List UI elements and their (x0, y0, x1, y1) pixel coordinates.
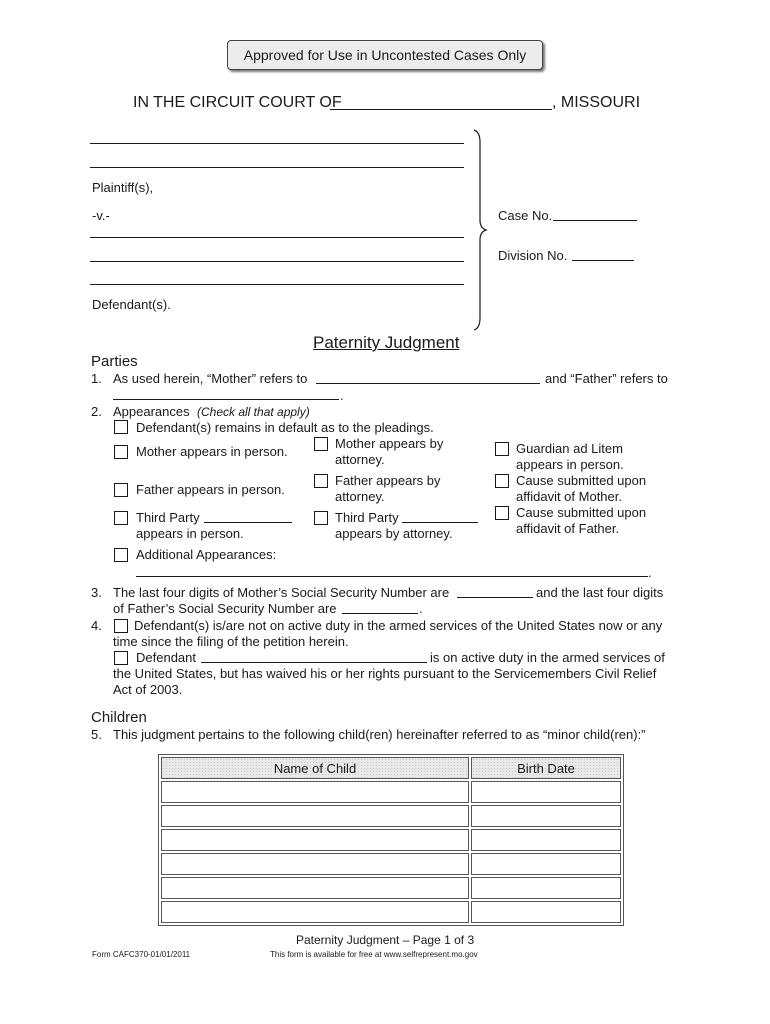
plaintiff-line-1[interactable] (90, 143, 464, 144)
item1-text-a: As used herein, “Mother” refers to (113, 371, 308, 386)
free-form-note: This form is available for free at www.selfrepresent.mo.gov (270, 950, 478, 959)
father-person-checkbox[interactable] (114, 483, 128, 497)
case-no-blank[interactable] (553, 220, 637, 221)
defendant-line-3[interactable] (90, 284, 464, 285)
item3-number: 3. (91, 585, 102, 600)
children-heading: Children (91, 709, 147, 726)
table-row (161, 781, 621, 803)
division-no-blank[interactable] (572, 260, 634, 261)
default-checkbox[interactable] (114, 420, 128, 434)
child-name-cell[interactable] (161, 901, 469, 923)
cause-mother-label-1: Cause submitted upon (516, 473, 647, 488)
division-no-label: Division No. (498, 248, 568, 263)
table-row (161, 853, 621, 875)
item4-alt-b: is on active duty in the armed services of (430, 650, 665, 665)
father-attorney-checkbox[interactable] (314, 474, 328, 488)
guardian-label-2: appears in person. (516, 457, 624, 472)
child-name-cell[interactable] (161, 853, 469, 875)
defendant-line-1[interactable] (90, 237, 464, 238)
birth-date-cell[interactable] (471, 781, 621, 803)
birth-date-cell[interactable] (471, 877, 621, 899)
active-duty-defendant-blank[interactable] (201, 662, 427, 663)
mother-attorney-checkbox[interactable] (314, 437, 328, 451)
mother-attorney-label-2: attorney. (335, 452, 385, 467)
third-party-person-checkbox[interactable] (114, 511, 128, 525)
birth-date-cell[interactable] (471, 853, 621, 875)
third-party-person-label-1: Third Party (136, 510, 200, 525)
defendant-line-2[interactable] (90, 261, 464, 262)
mother-person-checkbox[interactable] (114, 445, 128, 459)
cause-father-checkbox[interactable] (495, 506, 509, 520)
caption-brace (470, 128, 490, 332)
table-row (161, 829, 621, 851)
versus-label: -v.- (92, 208, 110, 223)
table-row (161, 805, 621, 827)
additional-appearances-blank[interactable] (136, 576, 648, 577)
child-name-cell[interactable] (161, 877, 469, 899)
item1-number: 1. (91, 371, 102, 386)
birth-date-cell[interactable] (471, 829, 621, 851)
item3-text-c: of Father’s Social Security Number are (113, 601, 337, 616)
item4-line5: Act of 2003. (113, 682, 183, 697)
plaintiff-label: Plaintiff(s), (92, 180, 154, 195)
item4-number: 4. (91, 618, 102, 633)
mother-name-blank[interactable] (316, 383, 540, 384)
defendant-label: Defendant(s). (92, 297, 171, 312)
child-name-cell[interactable] (161, 805, 469, 827)
cause-mother-checkbox[interactable] (495, 474, 509, 488)
item4-line2: time since the filing of the petition herein. (113, 634, 349, 649)
cause-father-label-1: Cause submitted upon (516, 505, 647, 520)
guardian-label-1: Guardian ad Litem (516, 441, 623, 456)
active-duty-waived-checkbox[interactable] (114, 651, 128, 665)
table-row (161, 877, 621, 899)
third-party-attorney-label-2: appears by attorney. (335, 526, 453, 541)
third-party-person-blank[interactable] (204, 522, 292, 523)
item3-text-a: The last four digits of Mother’s Social Security Number are (113, 585, 450, 600)
item4-alt-a: Defendant (136, 650, 196, 665)
court-prefix: IN THE CIRCUIT COURT OF (133, 94, 342, 111)
father-attorney-label-2: attorney. (335, 489, 385, 504)
col-birth-date: Birth Date (471, 757, 621, 779)
item3-text-b: and the last four digits (536, 585, 664, 600)
third-party-attorney-checkbox[interactable] (314, 511, 328, 525)
additional-appearances-checkbox[interactable] (114, 548, 128, 562)
mother-person-label: Mother appears in person. (136, 444, 288, 459)
cause-mother-label-2: affidavit of Mother. (516, 489, 622, 504)
county-blank[interactable] (330, 109, 552, 110)
item2-number: 2. (91, 404, 102, 419)
child-name-cell[interactable] (161, 781, 469, 803)
child-name-cell[interactable] (161, 829, 469, 851)
cause-father-label-2: affidavit of Father. (516, 521, 620, 536)
birth-date-cell[interactable] (471, 901, 621, 923)
appearances-label: Appearances (113, 404, 190, 419)
case-no-label: Case No. (498, 208, 553, 223)
plaintiff-line-2[interactable] (90, 167, 464, 168)
page-footer: Paternity Judgment – Page 1 of 3 (296, 933, 475, 947)
third-party-attorney-label-1: Third Party (335, 510, 399, 525)
document-title: Paternity Judgment (313, 333, 460, 352)
item4-line4: the United States, but has waived his or her rights pursuant to the Servicemembers Civil Relief (113, 666, 657, 681)
court-suffix: , MISSOURI (552, 94, 641, 111)
not-active-duty-checkbox[interactable] (114, 619, 128, 633)
appearances-note: (Check all that apply) (197, 405, 310, 419)
additional-appearances-end: . (648, 565, 652, 580)
children-table-header (161, 757, 621, 779)
table-row (161, 901, 621, 923)
third-party-person-label-2: appears in person. (136, 526, 244, 541)
item4-line1: Defendant(s) is/are not on active duty in the armed services of the United States now or any (134, 618, 663, 633)
children-table (158, 754, 624, 926)
father-person-label: Father appears in person. (136, 482, 285, 497)
item3-end: . (419, 601, 423, 616)
item5-text: This judgment pertains to the following child(ren) hereinafter referred to as “minor child(ren):” (113, 727, 646, 742)
additional-appearances-label: Additional Appearances: (136, 547, 277, 562)
item5-number: 5. (91, 727, 102, 742)
approval-banner: Approved for Use in Uncontested Cases Only (227, 40, 543, 70)
col-name-of-child: Name of Child (161, 757, 469, 779)
guardian-checkbox[interactable] (495, 442, 509, 456)
father-name-blank[interactable] (113, 399, 339, 400)
form-id: Form CAFC370-01/01/2011 (92, 950, 191, 959)
mother-attorney-label-1: Mother appears by (335, 436, 444, 451)
third-party-attorney-blank[interactable] (402, 522, 478, 523)
father-attorney-label-1: Father appears by (335, 473, 441, 488)
father-ssn-blank[interactable] (342, 613, 418, 614)
parties-heading: Parties (91, 353, 138, 370)
item1-end: . (340, 388, 344, 403)
default-label: Defendant(s) remains in default as to the pleadings. (136, 420, 434, 435)
item1-text-b: and “Father” refers to (545, 371, 668, 386)
birth-date-cell[interactable] (471, 805, 621, 827)
mother-ssn-blank[interactable] (457, 597, 533, 598)
